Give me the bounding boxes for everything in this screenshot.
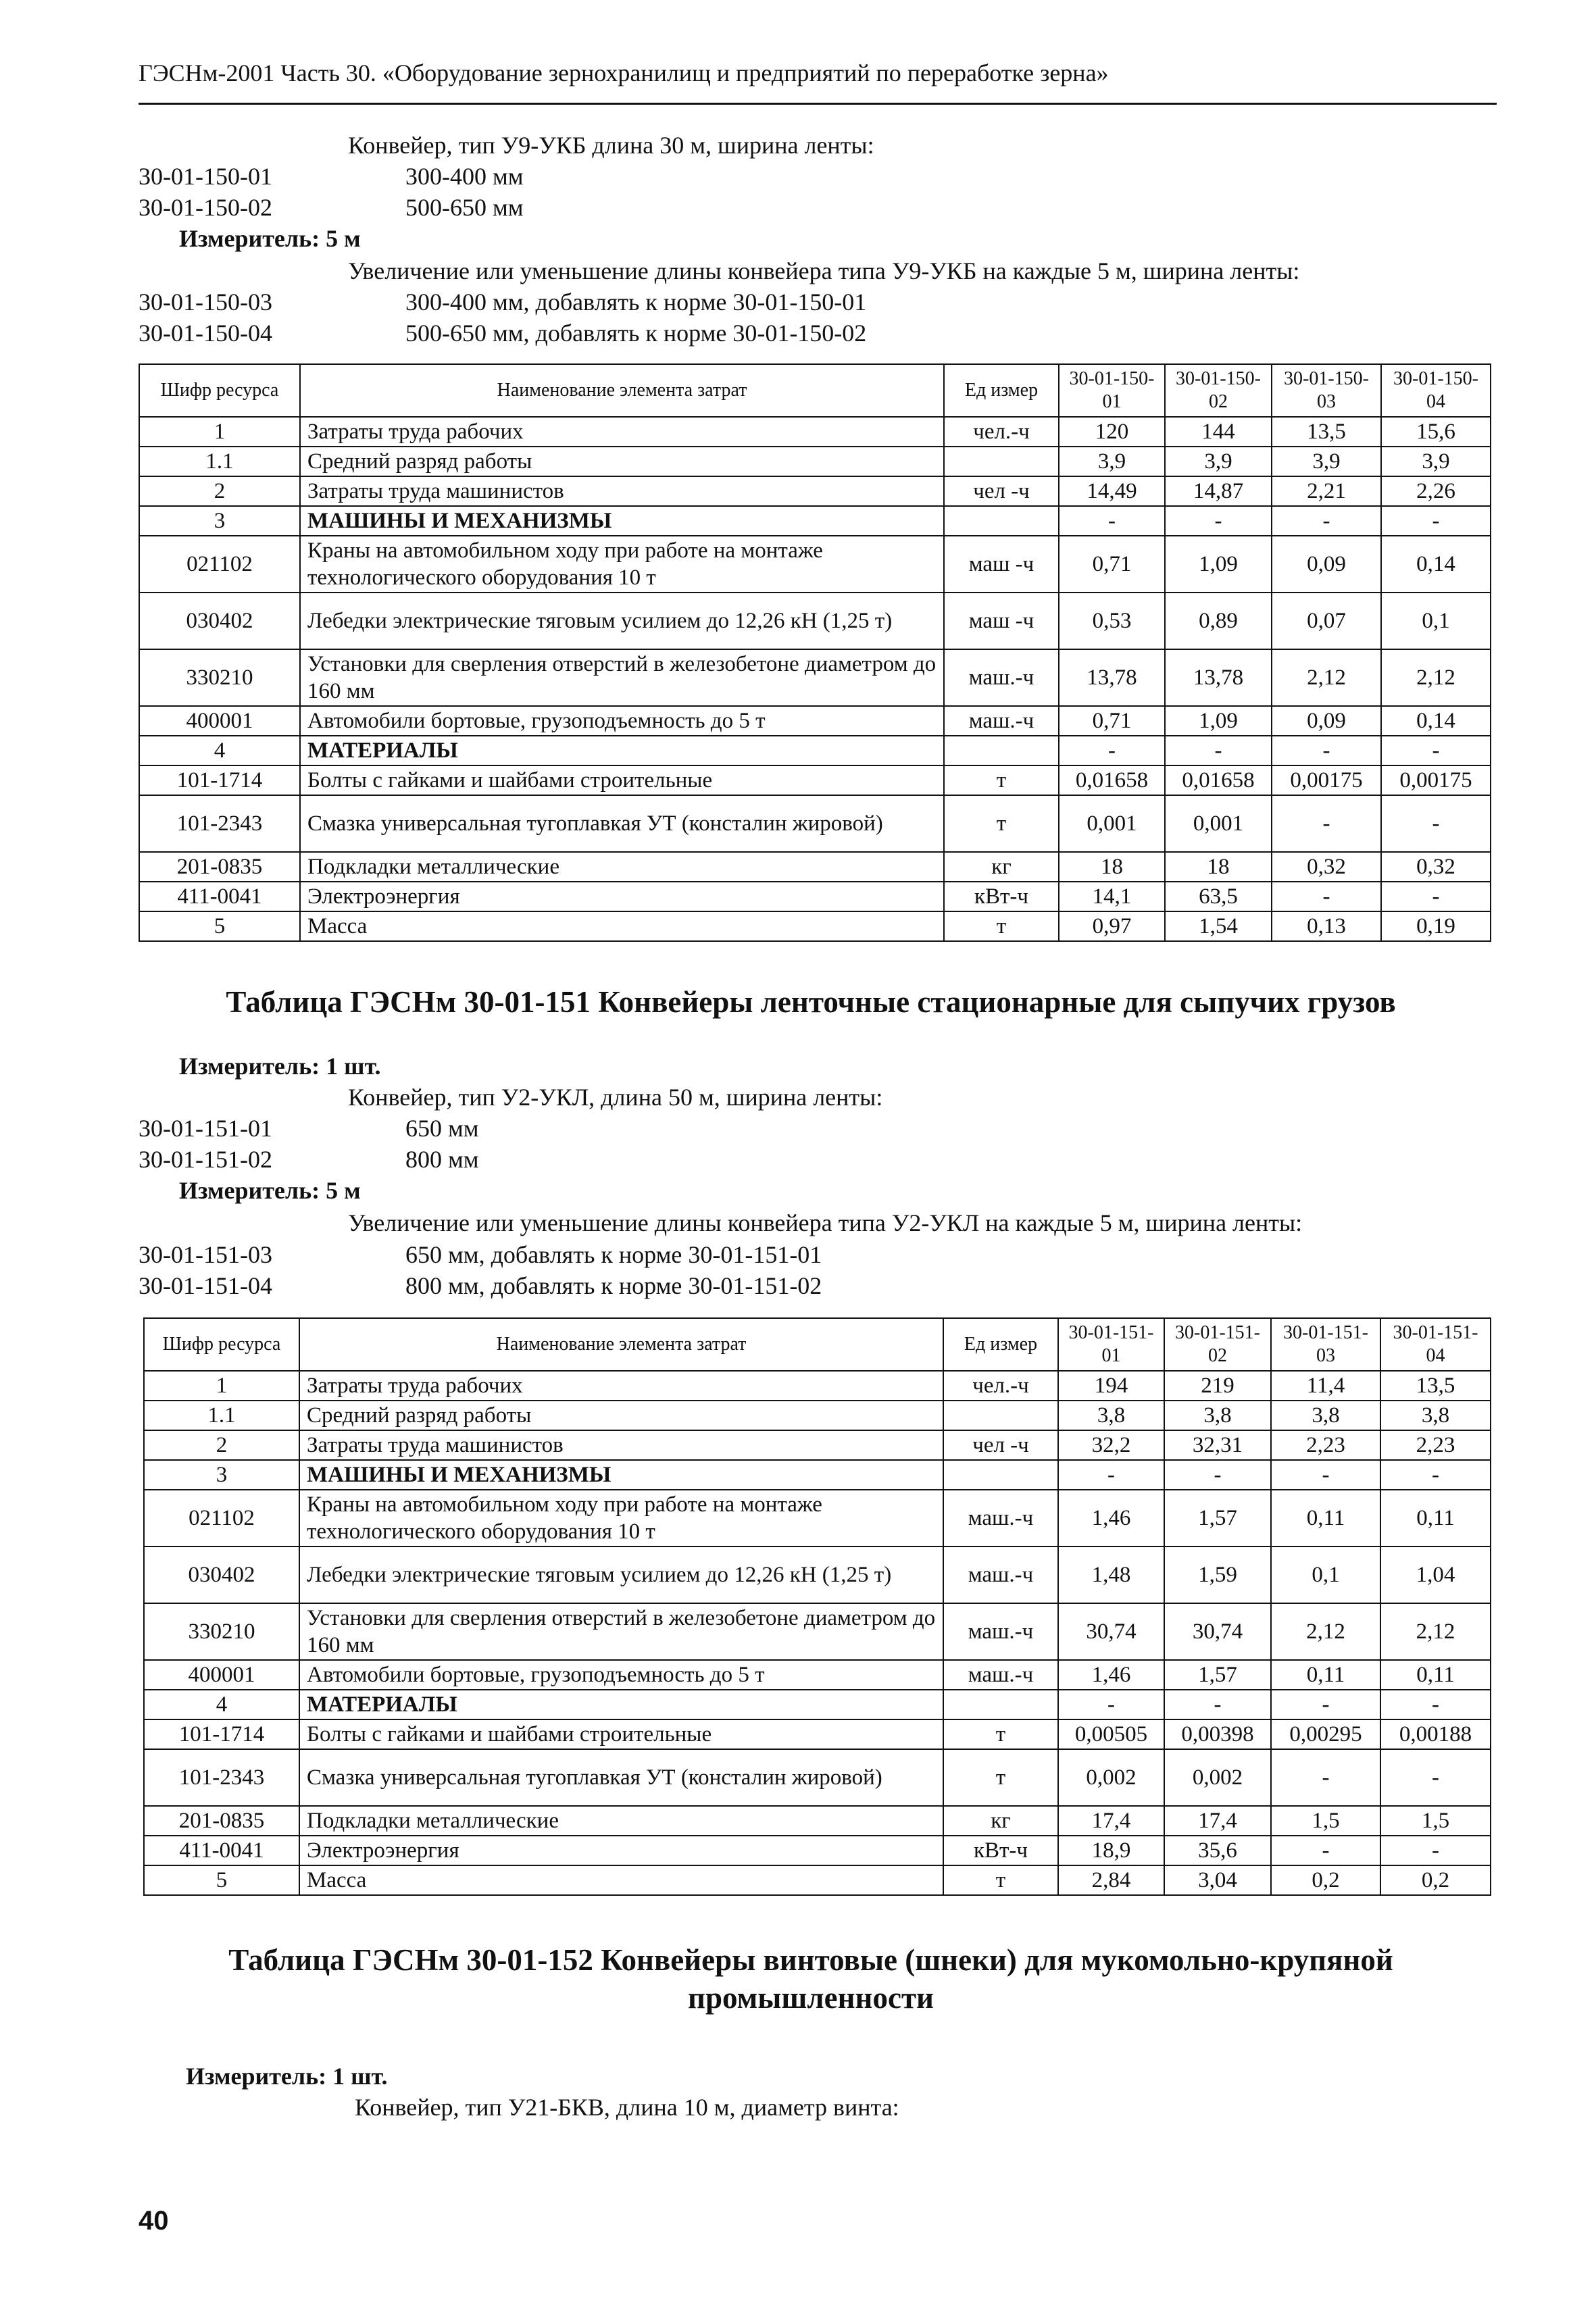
running-header: ГЭСНм-2001 Часть 30. «Оборудование зернохранилищ и предприятий по переработке зерна» [139,59,1109,86]
value-cell: - [1059,736,1165,765]
unit-cell [943,1460,1058,1490]
norm-text: 500-650 мм [405,194,524,221]
norm-code: 30-01-150-03 [139,288,272,316]
value-cell: 219 [1164,1371,1271,1401]
value-cell: 0,71 [1059,706,1165,736]
value-cell: 1,59 [1164,1546,1271,1603]
value-cell: 0,14 [1381,706,1491,736]
measurer-label: Измеритель: [186,2063,327,2090]
table-row [144,1660,1491,1690]
value-cell: - [1381,882,1491,911]
cost-element-cell: Лебедки электрические тяговым усилием до 12,26 кН (1,25 т) [300,593,944,649]
column-header: 30-01-150-01 [1059,364,1165,417]
norm-code: 30-01-151-01 [139,1115,272,1142]
measurer-value: 5 м [326,225,361,252]
unit-cell: маш.-ч [943,1546,1058,1603]
table-row [139,536,1491,593]
table-row [144,1371,1491,1401]
value-cell: - [1164,1460,1271,1490]
value-cell: 14,49 [1059,476,1165,506]
table-row [144,1490,1491,1546]
cost-element-cell: МАТЕРИАЛЫ [300,736,944,765]
resource-code-cell: 5 [139,911,300,941]
resource-code-cell: 101-1714 [139,765,300,795]
unit-cell: т [944,911,1059,941]
unit-cell: т [944,795,1059,852]
column-header: Наименование элемента затрат [299,1318,943,1371]
value-cell: 0,53 [1059,593,1165,649]
table-row [139,476,1491,506]
value-cell: 0,11 [1380,1490,1491,1546]
unit-cell: кВт-ч [943,1836,1058,1865]
table-row [139,417,1491,447]
cost-element-cell: МАШИНЫ И МЕХАНИЗМЫ [299,1460,943,1490]
value-cell: 0,00175 [1381,765,1491,795]
table-title: Таблица ГЭСНм 30-01-152 Конвейеры винтовые (шнеки) для мукомольно-крупяной промышленности [228,1943,1393,2015]
value-cell: 3,9 [1381,447,1491,476]
value-cell: 0,2 [1271,1865,1380,1895]
cost-element-cell: Масса [299,1865,943,1895]
value-cell: 0,1 [1271,1546,1380,1603]
cost-element-cell: Масса [300,911,944,941]
value-cell: 0,002 [1058,1749,1164,1806]
norm-code: 30-01-150-02 [139,194,272,221]
unit-cell [943,1401,1058,1430]
column-header: Ед измер [944,364,1059,417]
value-cell: 0,71 [1059,536,1165,593]
value-cell: - [1058,1460,1164,1490]
unit-cell: чел -ч [944,476,1059,506]
unit-cell: т [944,765,1059,795]
norm-text: 500-650 мм, добавлять к норме 30-01-150-02 [405,320,867,347]
unit-cell: маш -ч [944,593,1059,649]
value-cell: - [1164,1690,1271,1719]
measurer [179,223,361,254]
value-cell: 0,11 [1271,1490,1380,1546]
value-cell: 18 [1059,852,1165,882]
norm-code: 30-01-151-02 [139,1146,272,1173]
column-header: Шифр ресурса [144,1318,299,1371]
resource-code-cell: 3 [144,1460,299,1490]
value-cell: - [1380,1460,1491,1490]
value-cell: 0,19 [1381,911,1491,941]
unit-cell: т [943,1719,1058,1749]
norm-text: 800 мм, добавлять к норме 30-01-151-02 [405,1272,822,1299]
resource-code-cell: 1 [144,1371,299,1401]
value-cell: 30,74 [1058,1603,1164,1660]
cost-element-cell: Затраты труда машинистов [299,1430,943,1460]
value-cell: 2,21 [1272,476,1381,506]
value-cell: 0,00188 [1380,1719,1491,1749]
value-cell: 32,31 [1164,1430,1271,1460]
table-row [144,1430,1491,1460]
cost-element-cell: Электроэнергия [300,882,944,911]
value-cell: 120 [1059,417,1165,447]
resource-code-cell: 101-1714 [144,1719,299,1749]
value-cell: - [1165,506,1272,536]
value-cell: 0,00175 [1272,765,1381,795]
value-cell: 194 [1058,1371,1164,1401]
measurer-label: Измеритель: [179,1177,320,1204]
cost-element-cell: Автомобили бортовые, грузоподъемность до 5 т [299,1660,943,1690]
value-cell: 0,002 [1164,1749,1271,1806]
value-cell: 14,1 [1059,882,1165,911]
value-cell: 0,32 [1272,852,1381,882]
value-cell: 63,5 [1165,882,1272,911]
unit-cell: маш.-ч [943,1660,1058,1690]
table-row [139,911,1491,941]
column-header: 30-01-150-03 [1272,364,1381,417]
measurer [179,1175,361,1206]
table-body [139,417,1491,941]
unit-cell [944,447,1059,476]
value-cell: 3,8 [1164,1401,1271,1430]
table-row [144,1603,1491,1660]
norm-code: 30-01-151-04 [139,1272,272,1299]
value-cell: - [1380,1749,1491,1806]
value-cell: 0,97 [1059,911,1165,941]
value-cell: 0,01658 [1165,765,1272,795]
value-cell: 0,1 [1381,593,1491,649]
value-cell: 0,00398 [1164,1719,1271,1749]
unit-cell: т [943,1865,1058,1895]
value-cell: 13,5 [1272,417,1381,447]
table-row [144,1749,1491,1806]
table-body [144,1371,1491,1895]
value-cell: - [1271,1836,1380,1865]
value-cell: 2,23 [1380,1430,1491,1460]
measurer [179,1051,380,1082]
column-header: 30-01-151-01 [1058,1318,1164,1371]
value-cell: 3,9 [1059,447,1165,476]
column-header: Ед измер [943,1318,1058,1371]
value-cell: 0,2 [1380,1865,1491,1895]
value-cell: 13,78 [1059,649,1165,706]
cost-element-cell: Подкладки металлические [299,1806,943,1836]
measurer-value: 1 шт. [326,1053,381,1080]
unit-cell [944,736,1059,765]
cost-element-cell: МАШИНЫ И МЕХАНИЗМЫ [300,506,944,536]
value-cell: 1,57 [1164,1490,1271,1546]
value-cell: 0,32 [1381,852,1491,882]
resource-table [139,363,1491,942]
resource-code-cell: 1.1 [139,447,300,476]
value-cell: - [1272,882,1381,911]
table-header-row [144,1318,1491,1371]
value-cell: 0,11 [1380,1660,1491,1690]
value-cell: 0,001 [1165,795,1272,852]
table-row [139,736,1491,765]
value-cell: 0,89 [1165,593,1272,649]
value-cell: 2,12 [1381,649,1491,706]
resource-code-cell: 101-2343 [144,1749,299,1806]
value-cell: 1,46 [1058,1490,1164,1546]
table-row [144,1401,1491,1430]
resource-code-cell: 330210 [144,1603,299,1660]
cost-element-cell: Лебедки электрические тяговым усилием до 12,26 кН (1,25 т) [299,1546,943,1603]
unit-cell: кВт-ч [944,882,1059,911]
value-cell: - [1380,1836,1491,1865]
resource-code-cell: 400001 [139,706,300,736]
value-cell: 0,09 [1272,536,1381,593]
value-cell: 0,09 [1272,706,1381,736]
resource-code-cell: 2 [144,1430,299,1460]
table-row [139,765,1491,795]
measurer-label: Измеритель: [179,1053,320,1080]
unit-cell: чел -ч [943,1430,1058,1460]
unit-cell: кг [944,852,1059,882]
column-header: 30-01-151-02 [1164,1318,1271,1371]
table-row [144,1546,1491,1603]
value-cell: - [1271,1690,1380,1719]
measurer-value: 5 м [326,1177,361,1204]
cost-element-cell: Установки для сверления отверстий в железобетоне диаметром до 160 мм [299,1603,943,1660]
column-header: 30-01-150-02 [1165,364,1272,417]
value-cell: - [1380,1690,1491,1719]
resource-code-cell: 1.1 [144,1401,299,1430]
resource-code-cell: 021102 [139,536,300,593]
unit-cell [944,506,1059,536]
header-rule [139,103,1497,105]
resource-code-cell: 1 [139,417,300,447]
resource-code-cell: 411-0041 [139,882,300,911]
value-cell: - [1058,1690,1164,1719]
unit-cell: чел.-ч [943,1371,1058,1401]
resource-code-cell: 5 [144,1865,299,1895]
resource-code-cell: 400001 [144,1660,299,1690]
table-row [144,1806,1491,1836]
value-cell: 1,5 [1271,1806,1380,1836]
value-cell: 0,14 [1381,536,1491,593]
value-cell: - [1059,506,1165,536]
column-header: 30-01-151-04 [1380,1318,1491,1371]
value-cell: 2,23 [1271,1430,1380,1460]
value-cell: 2,12 [1380,1603,1491,1660]
value-cell: 2,84 [1058,1865,1164,1895]
norm-intro: Конвейер, тип У9-УКБ длина 30 м, ширина ленты: [348,132,874,159]
value-cell: 11,4 [1271,1371,1380,1401]
value-cell: 1,09 [1165,536,1272,593]
value-cell: - [1271,1749,1380,1806]
unit-cell: маш.-ч [943,1603,1058,1660]
norm-text: 800 мм [405,1146,479,1173]
unit-cell: т [943,1749,1058,1806]
value-cell: 1,48 [1058,1546,1164,1603]
cost-element-cell: Смазка универсальная тугоплавкая УТ (консталин жировой) [300,795,944,852]
unit-cell: маш.-ч [944,706,1059,736]
table-row [139,506,1491,536]
table-header-row [139,364,1491,417]
value-cell: 18 [1165,852,1272,882]
cost-element-cell: Болты с гайками и шайбами строительные [299,1719,943,1749]
value-cell: 1,54 [1165,911,1272,941]
cost-element-cell: Затраты труда рабочих [299,1371,943,1401]
value-cell: 1,57 [1164,1660,1271,1690]
value-cell: 144 [1165,417,1272,447]
value-cell: - [1271,1460,1380,1490]
norm-intro: Конвейер, тип У2-УКЛ, длина 50 м, ширина ленты: [348,1084,883,1111]
cost-element-cell: Краны на автомобильном ходу при работе на монтаже технологического оборудования 10 т [300,536,944,593]
value-cell: - [1381,506,1491,536]
resource-table [143,1317,1491,1896]
column-header: Шифр ресурса [139,364,300,417]
resource-code-cell: 411-0041 [144,1836,299,1865]
table-row [139,593,1491,649]
unit-cell [943,1690,1058,1719]
table-row [139,852,1491,882]
cost-element-cell: Болты с гайками и шайбами строительные [300,765,944,795]
resource-code-cell: 201-0835 [144,1806,299,1836]
value-cell: 0,07 [1272,593,1381,649]
norm-text: 300-400 мм [405,163,524,190]
measurer-value: 1 шт. [332,2063,388,2090]
value-cell: 1,09 [1165,706,1272,736]
value-cell: 3,04 [1164,1865,1271,1895]
table-row [144,1460,1491,1490]
norm-code: 30-01-150-01 [139,163,272,190]
norm-code: 30-01-151-03 [139,1241,272,1268]
value-cell: 1,04 [1380,1546,1491,1603]
cost-element-cell: Затраты труда рабочих [300,417,944,447]
cost-element-cell: Смазка универсальная тугоплавкая УТ (консталин жировой) [299,1749,943,1806]
table-title: Таблица ГЭСНм 30-01-151 Конвейеры ленточные стационарные для сыпучих грузов [226,985,1396,1019]
value-cell: 0,00295 [1271,1719,1380,1749]
page-number: 40 [139,2206,169,2236]
cost-element-cell: Средний разряд работы [300,447,944,476]
table-row [144,1719,1491,1749]
norm-code: 30-01-150-04 [139,320,272,347]
cost-element-cell: Подкладки металлические [300,852,944,882]
resource-code-cell: 030402 [139,593,300,649]
resource-code-cell: 2 [139,476,300,506]
column-header: 30-01-151-03 [1271,1318,1380,1371]
unit-cell: маш.-ч [943,1490,1058,1546]
cost-element-cell: Краны на автомобильном ходу при работе на монтаже технологического оборудования 10 т [299,1490,943,1546]
value-cell: 2,26 [1381,476,1491,506]
value-cell: 0,13 [1272,911,1381,941]
value-cell: 3,9 [1272,447,1381,476]
resource-code-cell: 3 [139,506,300,536]
value-cell: 0,01658 [1059,765,1165,795]
unit-cell: кг [943,1806,1058,1836]
value-cell: 3,8 [1271,1401,1380,1430]
resource-code-cell: 030402 [144,1546,299,1603]
table-row [139,882,1491,911]
table-row [144,1836,1491,1865]
table-row [139,795,1491,852]
value-cell: - [1381,795,1491,852]
resource-code-cell: 201-0835 [139,852,300,882]
cost-element-cell: Средний разряд работы [299,1401,943,1430]
measurer-label: Измеритель: [179,225,320,252]
value-cell: - [1165,736,1272,765]
table-row [139,706,1491,736]
norm-intro: Конвейер, тип У21-БКВ, длина 10 м, диаметр винта: [355,2094,899,2121]
value-cell: 3,9 [1165,447,1272,476]
cost-element-cell: Установки для сверления отверстий в железобетоне диаметром до 160 мм [300,649,944,706]
table-row [139,649,1491,706]
cost-element-cell: Затраты труда машинистов [300,476,944,506]
column-header: Наименование элемента затрат [300,364,944,417]
cost-element-cell: МАТЕРИАЛЫ [299,1690,943,1719]
unit-cell: маш -ч [944,536,1059,593]
resource-code-cell: 330210 [139,649,300,706]
table-row [144,1865,1491,1895]
cost-element-cell: Электроэнергия [299,1836,943,1865]
value-cell: 15,6 [1381,417,1491,447]
value-cell: - [1381,736,1491,765]
value-cell: 13,78 [1165,649,1272,706]
unit-cell: чел.-ч [944,417,1059,447]
resource-code-cell: 4 [139,736,300,765]
value-cell: 2,12 [1271,1603,1380,1660]
value-cell: 30,74 [1164,1603,1271,1660]
value-cell: - [1272,795,1381,852]
value-cell: 0,001 [1059,795,1165,852]
value-cell: - [1272,736,1381,765]
value-cell: 1,46 [1058,1660,1164,1690]
resource-code-cell: 4 [144,1690,299,1719]
column-header: 30-01-150-04 [1381,364,1491,417]
value-cell: 32,2 [1058,1430,1164,1460]
norm-text: 300-400 мм, добавлять к норме 30-01-150-01 [405,288,867,316]
value-cell: 17,4 [1164,1806,1271,1836]
value-cell: 3,8 [1380,1401,1491,1430]
value-cell: 2,12 [1272,649,1381,706]
value-cell: 3,8 [1058,1401,1164,1430]
value-cell: 35,6 [1164,1836,1271,1865]
unit-cell: маш.-ч [944,649,1059,706]
resource-code-cell: 021102 [144,1490,299,1546]
norm-text: 650 мм, добавлять к норме 30-01-151-01 [405,1241,822,1268]
norm-intro: Увеличение или уменьшение длины конвейера типа У2-УКЛ на каждые 5 м, ширина ленты: [348,1209,1303,1236]
value-cell: 0,00505 [1058,1719,1164,1749]
table-row [144,1690,1491,1719]
norm-intro: Увеличение или уменьшение длины конвейера типа У9-УКБ на каждые 5 м, ширина ленты: [348,257,1300,284]
value-cell: 1,5 [1380,1806,1491,1836]
cost-element-cell: Автомобили бортовые, грузоподъемность до 5 т [300,706,944,736]
value-cell: - [1272,506,1381,536]
resource-code-cell: 101-2343 [139,795,300,852]
value-cell: 18,9 [1058,1836,1164,1865]
table-row [139,447,1491,476]
value-cell: 17,4 [1058,1806,1164,1836]
value-cell: 13,5 [1380,1371,1491,1401]
norm-text: 650 мм [405,1115,479,1142]
measurer [186,2061,387,2092]
value-cell: 14,87 [1165,476,1272,506]
value-cell: 0,11 [1271,1660,1380,1690]
